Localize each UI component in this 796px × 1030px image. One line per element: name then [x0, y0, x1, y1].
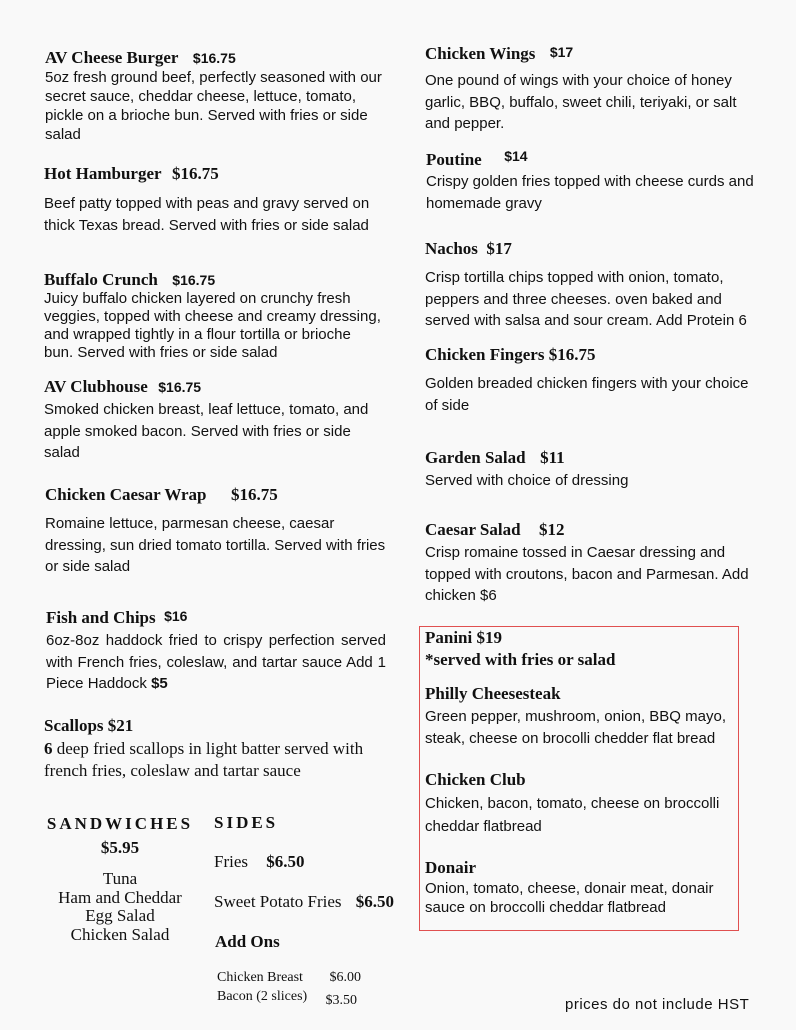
- panini-item-description: Onion, tomato, cheese, donair meat, donair sauce on broccolli cheddar flatbread: [425, 880, 714, 916]
- item-price: $14: [504, 148, 528, 164]
- item-description: Crisp romaine tossed in Caesar dressing and topped with croutons, bacon and Parmesan. Add chicken $6: [425, 544, 749, 604]
- item-description: Beef patty topped with peas and gravy served on thick Texas bread. Served with fries or side salad: [44, 195, 370, 234]
- item-price: $17: [486, 239, 512, 258]
- item-name: AV Cheese Burger: [45, 48, 179, 67]
- sides-heading: SIDES: [214, 813, 279, 832]
- sandwich-item: Tuna: [102, 869, 138, 888]
- panini-item-name: Philly Cheesesteak: [425, 684, 561, 703]
- item-name: Caesar Salad: [425, 520, 521, 539]
- panini-item-description: Green pepper, mushroom, onion, BBQ mayo, steak, cheese on brocolli chedder flat bread: [425, 708, 726, 747]
- menu-item-nachos: [425, 239, 770, 332]
- addon-item: [217, 987, 377, 1010]
- item-description: Juicy buffalo chicken layered on crunchy fresh veggies, topped with cheese and creamy dressing, and wrapped tightly in a flour tortilla or brioche bun. Served with fries or side salad: [44, 290, 381, 361]
- sandwiches-heading: SANDWICHES: [46, 814, 194, 833]
- item-description: One pound of wings with your choice of honey garlic, BBQ, buffalo, sweet chili, teriyaki, or salt and pepper.: [425, 72, 737, 132]
- item-price: $16.75: [172, 272, 216, 288]
- sandwiches-section: [40, 814, 200, 944]
- addon-name: Chicken Breast: [217, 970, 303, 985]
- panini-title: Panini $19: [425, 628, 502, 647]
- item-name: Chicken Caesar Wrap: [45, 485, 207, 504]
- menu-item-av-cheese-burger: [45, 48, 385, 144]
- item-price: $16.75: [158, 379, 202, 395]
- side-item-sweet-potato-fries: [214, 892, 394, 912]
- panini-item-name: Donair: [425, 858, 476, 877]
- item-name: Poutine: [426, 150, 482, 169]
- menu-item-chicken-wings: [425, 44, 765, 135]
- item-price: $16.75: [172, 164, 219, 183]
- hst-note: prices do not include HST: [565, 996, 750, 1013]
- side-price: $6.50: [355, 892, 394, 911]
- item-price: $16.75: [192, 50, 236, 66]
- item-name: Chicken Wings: [425, 44, 536, 63]
- item-description: Crispy golden fries topped with cheese curds and homemade gravy: [426, 173, 754, 212]
- addons-list: [217, 968, 377, 1010]
- item-name: AV Clubhouse: [44, 377, 148, 396]
- item-name: Nachos: [425, 239, 478, 258]
- menu-item-garden-salad: [425, 448, 765, 492]
- panini-item-name: Chicken Club: [425, 770, 526, 789]
- menu-item-av-clubhouse: [44, 377, 389, 464]
- menu-item-chicken-caesar-wrap: [45, 485, 390, 578]
- item-price: $11: [540, 448, 565, 467]
- panini-item-description: Chicken, bacon, tomato, cheese on broccolli cheddar flatbread: [425, 795, 720, 835]
- menu-item-chicken-fingers: [425, 345, 765, 416]
- addon-item: [217, 968, 377, 987]
- menu-item-scallops: [44, 716, 384, 782]
- item-name: Hot Hamburger: [44, 164, 162, 183]
- item-description: 6oz-8oz haddock fried to crispy perfection served with French fries, coleslaw, and tartar sauce Add 1 Piece Haddock $5: [46, 632, 386, 692]
- addon-price: $6.00: [329, 970, 361, 985]
- item-description: 5oz fresh ground beef, perfectly seasoned with our secret sauce, cheddar cheese, lettuce, tomato, pickle on a brioche bun. Served with fries or side salad: [45, 69, 382, 143]
- item-description: Crisp tortilla chips topped with onion, tomato, peppers and three cheeses. oven baked and served with salsa and sour cream. Add Protein 6: [425, 269, 747, 329]
- sides-section: [214, 813, 414, 833]
- sandwiches-price: $5.95: [100, 838, 140, 857]
- item-name: Scallops $21: [44, 716, 134, 735]
- item-price: $16.75: [230, 485, 278, 504]
- panini-section: [425, 628, 737, 917]
- item-name: Garden Salad: [425, 448, 526, 467]
- addons-heading: Add Ons: [215, 932, 280, 951]
- item-description: Smoked chicken breast, leaf lettuce, tomato, and apple smoked bacon. Served with fries or side salad: [44, 401, 369, 461]
- item-name: Fish and Chips: [46, 608, 156, 627]
- menu-item-fish-and-chips: [46, 608, 386, 695]
- item-price: $16: [164, 608, 188, 624]
- addon-price: $3.50: [325, 993, 357, 1008]
- add-haddock-price: $5: [151, 675, 168, 692]
- addon-name: Bacon (2 slices): [217, 989, 308, 1004]
- sandwich-item: Egg Salad: [85, 906, 155, 925]
- item-price: $12: [539, 520, 565, 539]
- sandwich-item: Ham and Cheddar: [58, 887, 182, 907]
- side-name: Fries: [214, 852, 248, 871]
- item-description: Romaine lettuce, parmesan cheese, caesar dressing, sun dried tomato tortilla. Served with fries or side salad: [45, 515, 386, 575]
- item-description: 6 deep fried scallops in light batter served with french fries, coleslaw and tartar sauce: [44, 739, 364, 780]
- side-item-fries: [214, 852, 305, 872]
- item-description: Golden breaded chicken fingers with your choice of side: [425, 375, 749, 414]
- menu-item-buffalo-crunch: [44, 270, 384, 362]
- menu-item-hot-hamburger: [44, 164, 384, 236]
- item-name: Buffalo Crunch: [44, 270, 158, 289]
- side-name: Sweet Potato Fries: [214, 892, 342, 911]
- item-description: Served with choice of dressing: [425, 472, 629, 489]
- item-price: $17: [549, 44, 574, 60]
- menu-item-caesar-salad: [425, 520, 770, 607]
- item-name: Chicken Fingers $16.75: [425, 345, 596, 364]
- panini-subtitle: *served with fries or salad: [425, 650, 616, 669]
- side-price: $6.50: [266, 852, 305, 871]
- menu-item-poutine: [426, 148, 766, 214]
- sandwiches-list: [40, 870, 200, 944]
- sandwich-item: Chicken Salad: [70, 924, 170, 944]
